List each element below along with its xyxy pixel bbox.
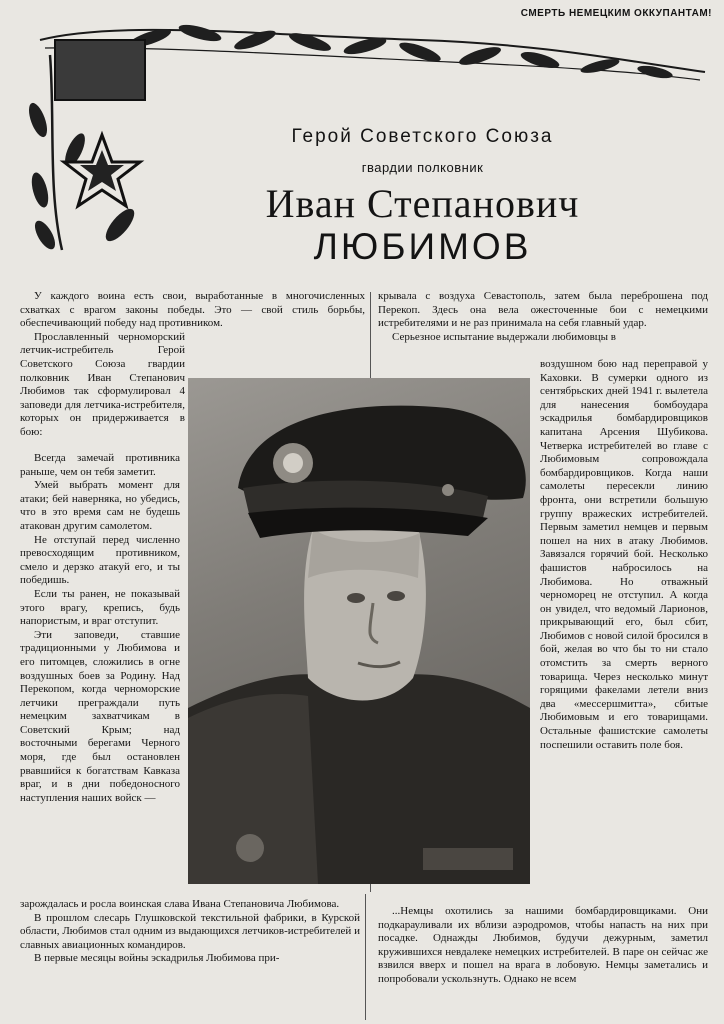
paragraph: Если ты ранен, не показывай этого врагу, крепись, будь напористым, и враг отступит. [20,587,180,628]
hero-name: Иван Степанович [265,181,580,226]
paragraph: воздушном бою над переправой у Каховки. В сумерки одного из сентябрьских дней 1941 г. вылетела для нанесения бомбоудара эскадрилья бомбардировщиков капитана Арсения Шубикова. Четверка истребителей во главе с Любимовым сопровождала бомбардировщиков. Когда наши самолеты пересекли линию фронта, они встретили большую группу вражеских истребителей. Первым заметил немцев и первым пошел на них в атаку Любимов. Завязался горячий бой. Несколько фашистов набросилось на Любимова. Но отважный черноморец не отступил. А когда он увидел, что ведомый Ларионов, прикрывающий его, был сбит, Любимов с новой силой бросился в бой, желая во что бы то ни стало отомстить за смерть верного товарища. Через несколько минут горящими факелами летели вниз два «мессершмитта», сбитые Любимовым и его товарищами. Остальные фашистские самолеты поспешили оставить поле боя. [540,358,708,751]
left-column-narrow [20,452,180,805]
paragraph: Серьезное испытание выдержали любимовцы в [392,330,616,343]
paragraph: В первые месяцы войны эскадрилья Любимова при- [34,952,280,965]
hero-surname: ЛЮБИМОВ [313,226,532,267]
portrait-photo [188,378,530,884]
right-column-bottom [378,905,708,987]
right-column-top [378,290,708,344]
paragraph: Умей выбрать момент для атаки; бей наверняка, но убедись, что в это время сам не будешь атакован другим самолетом. [20,479,180,532]
paragraph: Эти заповеди, ставшие традиционными у Любимова и его питомцев, сложились в огне воздушных боев за Родину. Над Перекопом, когда черноморские летчики преграждали путь немецким захватчикам в Советский Крым; над восточными берегами Черного моря, где был остановлен рвавшийся к богатствам Кавказа враг, и в дни победоносного наступления наших войск — [20,628,180,804]
left-column-bottom [20,898,360,966]
column-divider-lower [365,894,366,1020]
paragraph: В прошлом слесарь Глушковской текстильной фабрики, в Курской области, Любимов стал одним из выдающихся летчиков-истребителей и славных авиационных командиров. [20,911,360,951]
paragraph: Всегда замечай противника раньше, чем он тебя заметит. [20,452,180,478]
slogan: СМЕРТЬ НЕМЕЦКИМ ОККУПАНТАМ! [520,8,712,19]
paragraph: У каждого воина есть свои, выработанные в многочисленных схватках с врагом законы победы. Это — свой стиль борьбы, обеспечивающий победу над противником. [20,290,365,330]
rank-line: гвардии полковник [361,160,484,175]
portrait-illustration [188,378,530,884]
paragraph: ...Немцы охотились за нашими бомбардировщиками. Они подкарауливали их вблизи аэродромов, чтобы напасть на них при посадке. Однажды Любимов, будучи дежурным, заметил кружившихся невдалеке немецких истребителей. В паре он сейчас же взвился вверх и пошел на врага в лобовую. Немцы заметались и попробовали ускользнуть. Однако не всем [378,905,708,985]
paragraph: Прославленный черноморский летчик-истребитель Герой Советского Союза гвардии полковник Иван Степанович Любимов так сформулировал 4 заповеди для летчика-истребителя, которых он придерживается в бою: [20,330,185,438]
right-column-narrow [540,358,708,752]
paragraph: крывала с воздуха Севастополь, затем была переброшена под Перекоп. Здесь она вела ожесточенные бои с немецкими истребителями и не раз принимала на себя главный удар. [378,290,708,330]
paragraph: Не отступай перед численно превосходящим противником, смело и дерзко атакуй его, и ты победишь. [20,533,180,587]
hero-title: Герой Советского Союза [291,126,554,147]
paragraph: зарождалась и росла воинская слава Ивана Степановича Любимова. [20,898,340,910]
